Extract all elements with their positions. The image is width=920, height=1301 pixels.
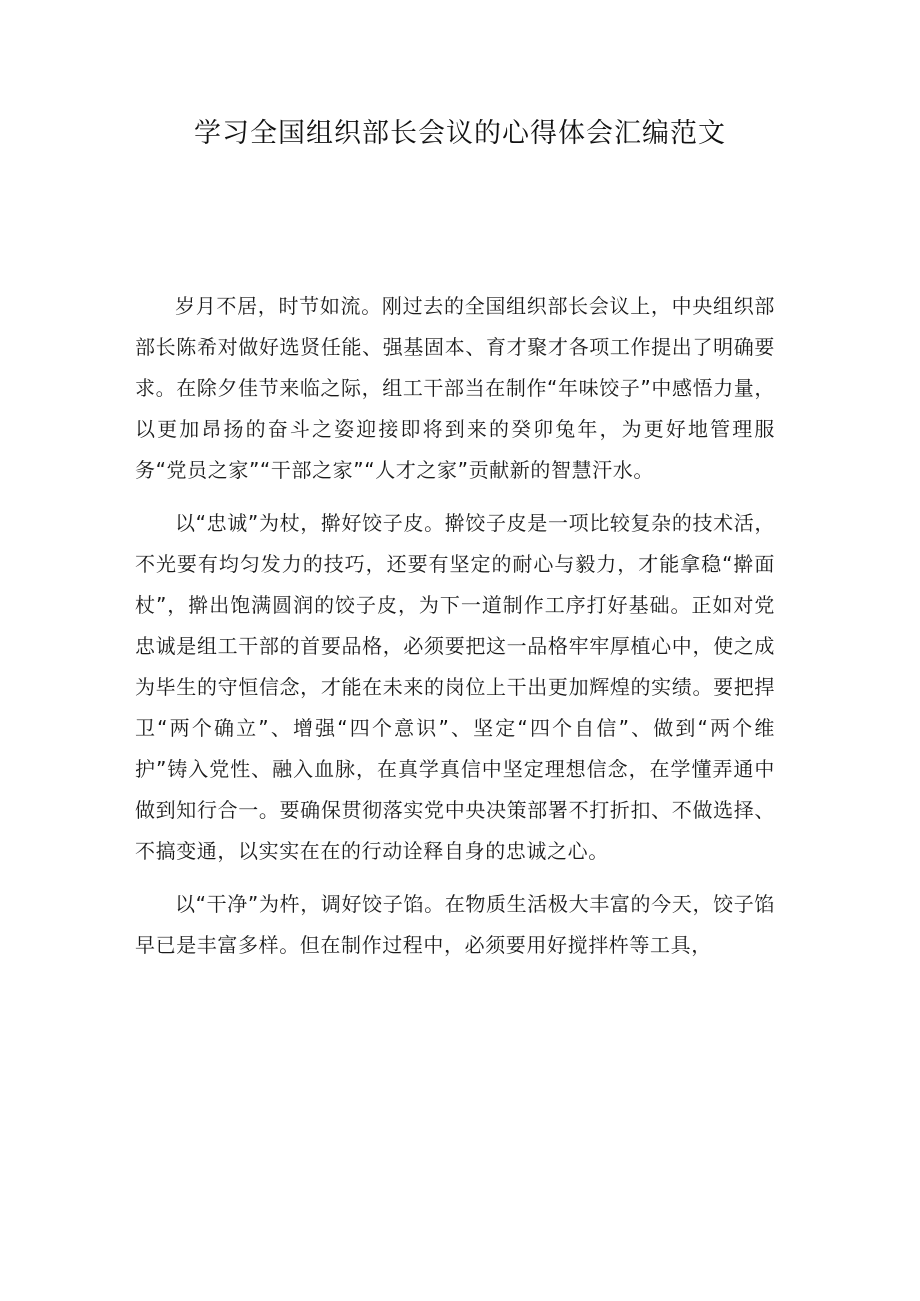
paragraph-intro: 岁月不居，时节如流。刚过去的全国组织部长会议上，中央组织部部长陈希对做好选贤任能、强基固本、育才聚才各项工作提出了明确要求。在除夕佳节来临之际，组工干部当在制作“年味饺子”中感悟力量，以更加昂扬的奋斗之姿迎接即将到来的癸卯兔年，为更好地管理服务“党员之家”“干部之家”“人才之家”贡献新的智慧汗水。 bbox=[135, 294, 775, 482]
paragraph-integrity: 以“干净”为杵，调好饺子馅。在物质生活极大丰富的今天，饺子馅早已是丰富多样。但在制作过程中，必须要用好搅拌杵等工具， bbox=[135, 892, 775, 957]
document-body bbox=[135, 286, 775, 966]
document-title: 学习全国组织部长会议的心得体会汇编范文 bbox=[194, 118, 726, 149]
paragraph-loyalty: 以“忠诚”为杖，擀好饺子皮。擀饺子皮是一项比较复杂的技术活，不光要有均匀发力的技巧，还要有坚定的耐心与毅力，才能拿稳“擀面杖”，擀出饱满圆润的饺子皮，为下一道制作工序打好基础。正如对党忠诚是组工干部的首要品格，必须要把这一品格牢牢厚植心中，使之成为毕生的守恒信念，才能在未来的岗位上干出更加辉煌的实绩。要把捍卫“两个确立”、增强“四个意识”、坚定“四个自信”、做到“两个维护”铸入党性、融入血脉，在真学真信中坚定理想信念，在学懂弄通中做到知行合一。要确保贯彻落实党中央决策部署不打折扣、不做选择、不搞变通，以实实在在的行动诠释自身的忠诚之心。 bbox=[135, 511, 775, 863]
